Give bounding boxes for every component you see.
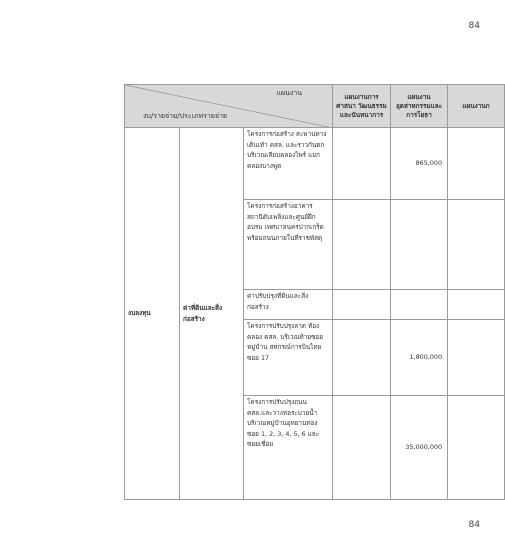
- table-cell-value: [448, 290, 505, 320]
- table-cell-value: [391, 290, 448, 320]
- header-partial: แผนงานก: [448, 85, 505, 128]
- table-cell-value: [448, 128, 505, 200]
- table-row-item: โครงการก่อสร้างอาคาร สถานีดับเพลิงและศูนย์ฝึกอบรม เทศบาลนครปากเกร็ด พร้อมถนนภายในที่ราชพัสดุ: [244, 200, 333, 290]
- table-cell-value: [448, 396, 505, 500]
- table-cell-value: [333, 128, 391, 200]
- table-row-item: ค่าปรับปรุงที่ดินและสิ่งก่อสร้าง: [244, 290, 333, 320]
- page-number-bottom: 84: [468, 520, 480, 530]
- table-row-item: โครงการก่อสร้าง สะพานทางเดินเท้า คสล. และราวกันตก บริเวณเลียบคลองไพร์ แยกคลองบางพูด: [244, 128, 333, 200]
- budget-group-label: งบลงทุน: [125, 128, 180, 500]
- table-cell-value: 1,800,000: [391, 320, 448, 396]
- table-cell-value: 865,000: [391, 128, 448, 200]
- category-label: ค่าที่ดินและสิ่งก่อสร้าง: [180, 128, 244, 500]
- corner-header: [125, 85, 333, 128]
- table-row-item: โครงการปรับปรุงลาด ท้องคลอง คสล. บริเวณท้ายซอยหมู่บ้าน สหกรณ์การบินไทย ซอย 17: [244, 320, 333, 396]
- table-cell-value: 35,000,000: [391, 396, 448, 500]
- table-cell-value: [448, 200, 505, 290]
- table-cell-value: [333, 396, 391, 500]
- table-cell-value: [448, 320, 505, 396]
- table-cell-value: [333, 200, 391, 290]
- table-cell-value: [333, 290, 391, 320]
- corner-header-plan: แผนงาน: [276, 89, 303, 97]
- table-cell-value: [391, 200, 448, 290]
- table-cell-value: [333, 320, 391, 396]
- page-number-top: 84: [468, 21, 480, 31]
- table-row-item: โครงการปรับปรุงถนน คสล.และวางท่อระบายน้ำ บริเวณหมู่บ้านอุทยานทอง ซอย 1, 2, 3, 4, 5, 6 และซอยเชื่อม: [244, 396, 333, 500]
- budget-table: [124, 84, 505, 500]
- header-industry-public-works: แผนงาน อุตสาหกรรมและการโยธา: [391, 85, 448, 128]
- header-religion-culture: แผนงานการศาสนา วัฒนธรรม และนันทนาการ: [333, 85, 391, 128]
- corner-header-expense: งบ/รายจ่าย/ประเภทรายจ่าย: [143, 112, 228, 120]
